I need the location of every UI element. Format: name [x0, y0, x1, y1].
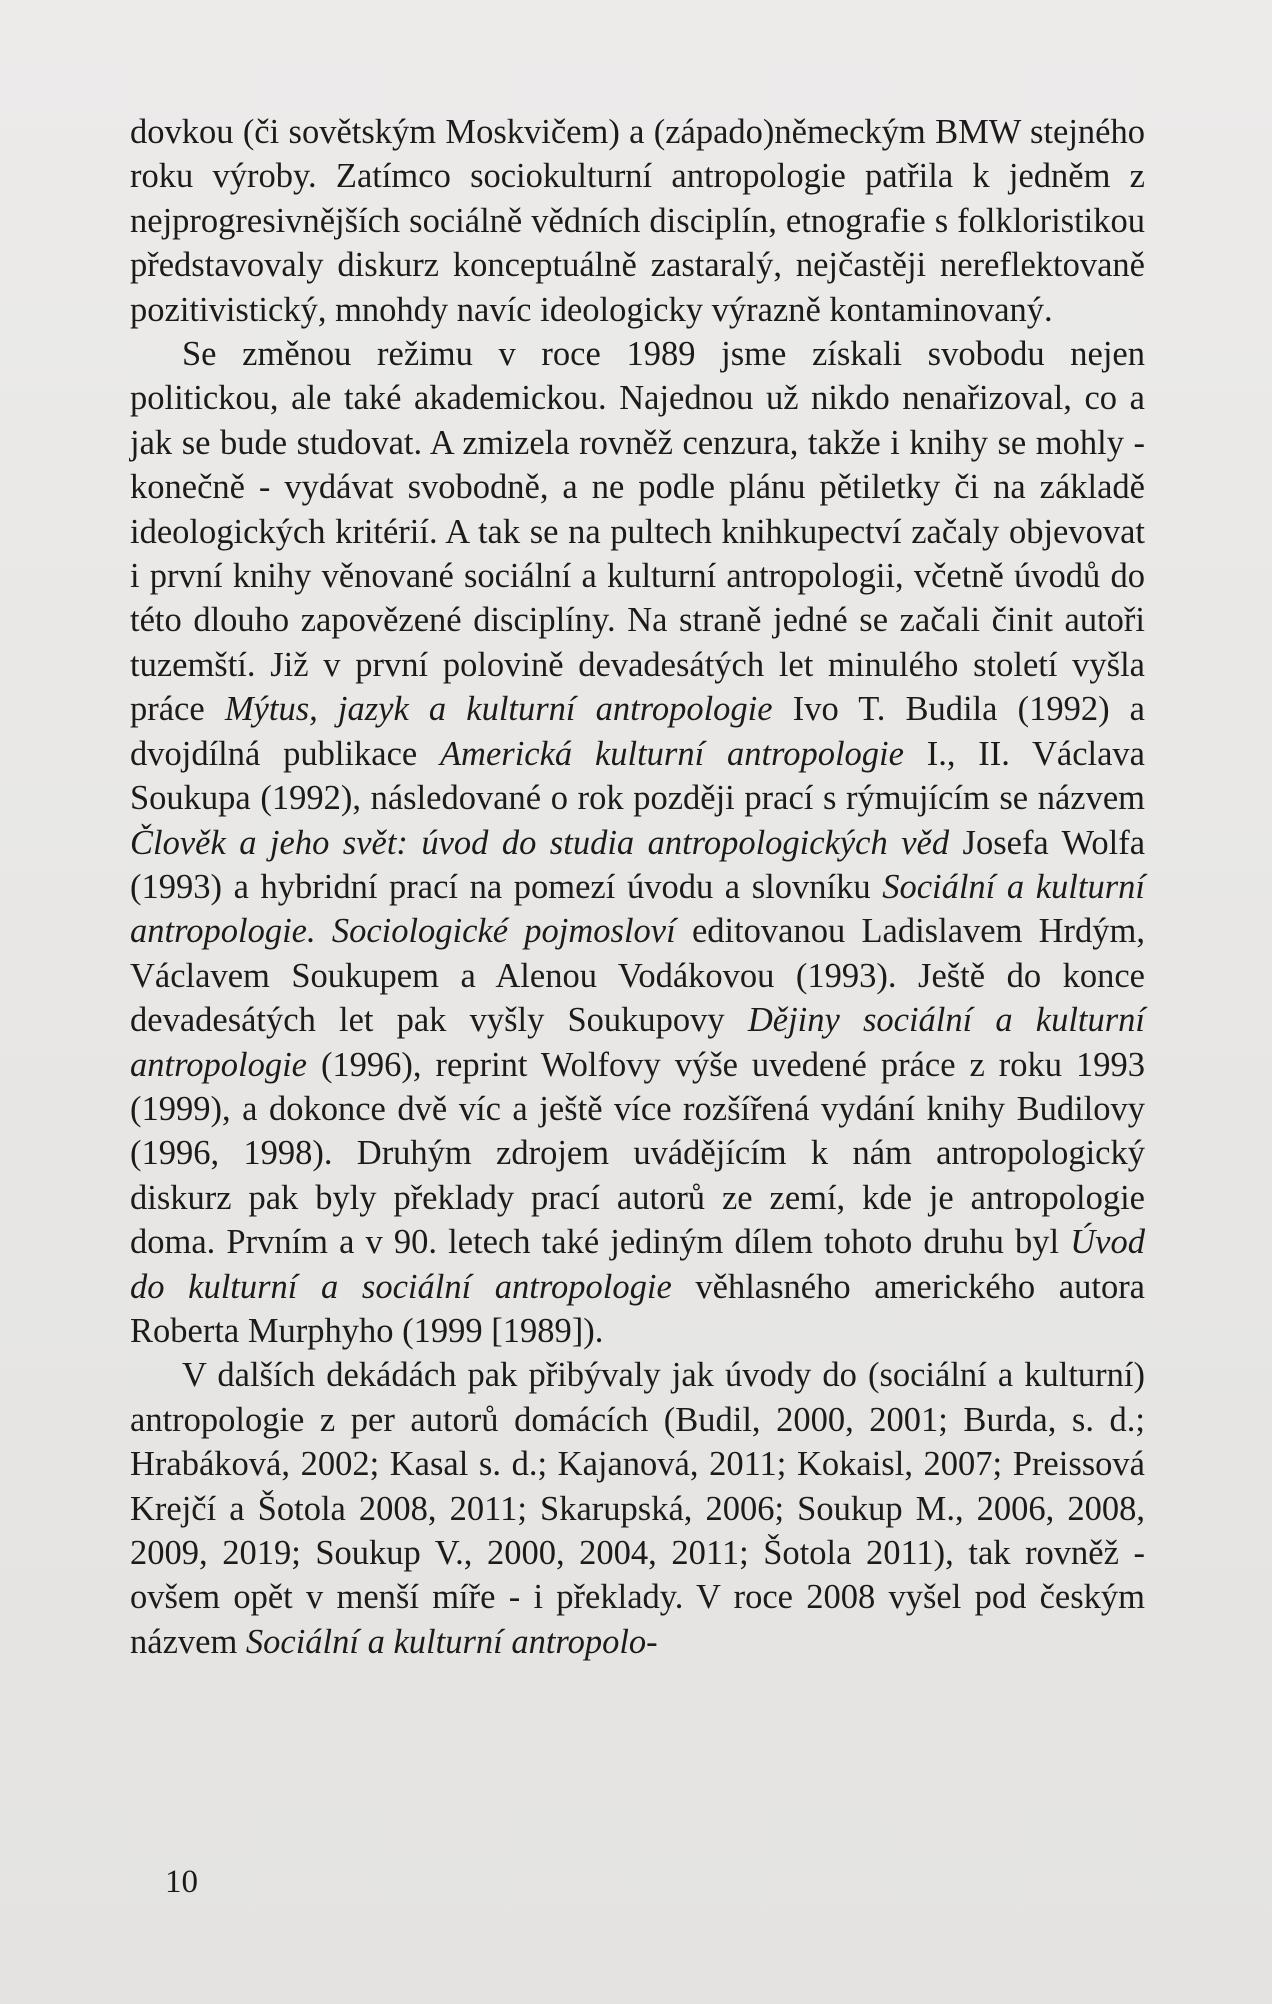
text-segment: dovkou (či sovětským Moskvičem) a (západo)německým BMW stejného roku výroby. Zatímco sociokulturní antropologie patřila k jedněm z nejprogresivnějších sociálně vědních disciplín, etnografie s folkloristikou představovaly diskurz konceptuálně zastaralý, nejčastěji nereflektovaně pozitivistický, mnohdy navíc ideologicky výrazně kontaminovaný.	[130, 113, 1145, 329]
text-segment: Ivo T. Budila (1992) a dvojdílná publikace	[130, 690, 1145, 773]
book-title: Úvod do kulturní a sociální antropologie	[130, 1223, 1145, 1306]
book-title: Mýtus, jazyk a kulturní antropologie	[224, 690, 773, 729]
text-segment: editovanou Ladislavem Hrdým, Václavem Soukupem a Alenou Vodákovou (1993). Ještě do konce devadesátých let pak vyšly Soukupovy	[130, 912, 1145, 1040]
text-segment: Se změnou režimu v roce 1989 jsme získali svobodu nejen politickou, ale také akademickou. Najednou už nikdo nenařizoval, co a jak se bude studovat. A zmizela rovněž cenzura, takže i knihy se mohly - konečně - vydávat svobodně, a ne podle plánu pětiletky či na základě ideologických kritérií. A tak se na pultech knihkupectví začaly objevovat i první knihy věnované sociální a kulturní antropologii, včetně úvodů do této dlouho zapovězené disciplíny. Na straně jedné se začali činit autoři tuzemští. Již v první polovině devadesátých let minulého století vyšla práce	[130, 335, 1145, 729]
book-title: Dějiny sociální a kulturní antropologie	[130, 1001, 1146, 1084]
paragraph-1	[130, 110, 1145, 332]
text-segment: Josefa Wolfa (1993) a hybridní prací na pomezí úvodu a slovníku	[130, 823, 1146, 906]
body-text	[130, 110, 1145, 1664]
page-number: 10	[165, 1864, 198, 1900]
book-title: Americká kulturní antropologie	[439, 734, 904, 773]
text-segment: (1996), reprint Wolfovy výše uvedené práce z roku 1993 (1999), a dokonce dvě víc a ještě více rozšířená vydání knihy Budilovy (1996, 1998). Druhým zdrojem uvádějícím k nám antropologický diskurz pak byly překlady prací autorů ze zemí, kde je antropologie doma. Prvním a v 90. letech také jediným dílem tohoto druhu byl	[130, 1045, 1145, 1262]
text-segment: V dalších dekádách pak přibývaly jak úvody do (sociální a kulturní) antropologie z per autorů domácích (Budil, 2000, 2001; Burda, s. d.; Hrabáková, 2002; Kasal s. d.; Kajanová, 2011; Kokaisl, 2007; Preissová Krejčí a Šotola 2008, 2011; Skarupská, 2006; Soukup M., 2006, 2008, 2009, 2019; Soukup V., 2000, 2004, 2011; Šotola 2011), tak rovněž - ovšem opět v menší míře - i překlady. V roce 2008 vyšel pod českým názvem	[130, 1356, 1145, 1661]
text-segment: věhlasného amerického autora Roberta Murphyho (1999 [1989]).	[130, 1267, 1145, 1350]
paragraph-3	[130, 1353, 1145, 1664]
book-title: Sociální a kulturní antropologie. Sociologické pojmosloví	[130, 867, 1145, 951]
book-title: Člověk a jeho svět: úvod do studia antropologických věd	[130, 823, 950, 862]
book-title: Sociální a kulturní antropolo-	[245, 1622, 658, 1661]
text-segment: I., II. Václava Soukupa (1992), následované o rok později prací s rýmujícím se názvem	[130, 734, 1145, 818]
paragraph-2	[130, 332, 1145, 1353]
